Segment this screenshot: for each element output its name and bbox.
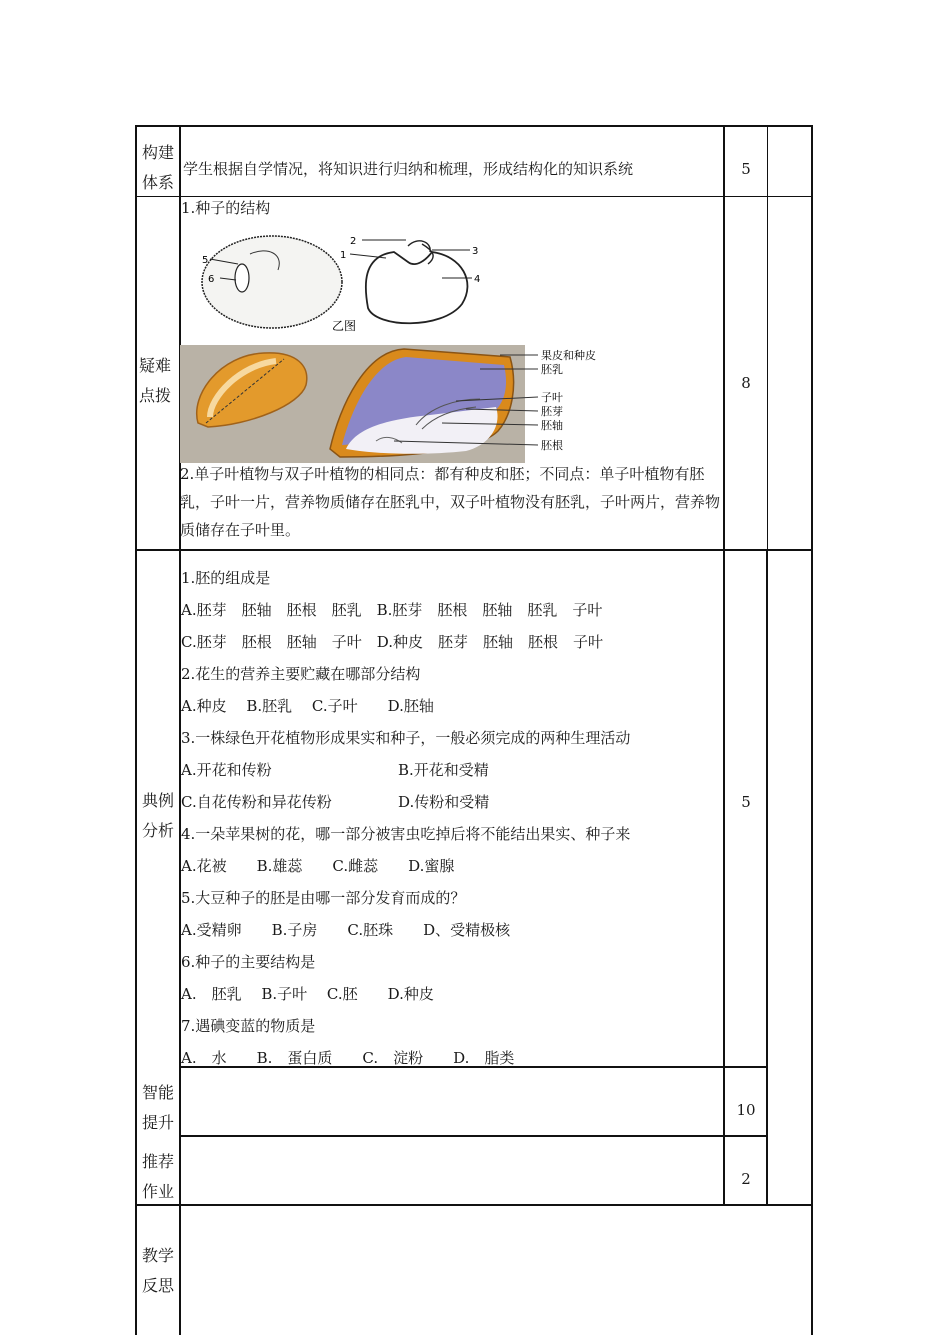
structure-minutes: 5 (741, 160, 751, 178)
question-7: 7.遇碘变蓝的物质是 (181, 1017, 316, 1035)
row-label-homework: 推荐 作业 (141, 1152, 174, 1201)
row-divider-4 (179, 1135, 767, 1137)
examples-minutes: 5 (741, 793, 751, 811)
question-6: 6.种子的主要结构是 (181, 953, 316, 971)
table-border-left (135, 125, 137, 1335)
row-label-examples: 典例 分析 (141, 791, 174, 840)
corn-label-pericarp: 果皮和种皮 (541, 349, 596, 362)
bean-label-2: 2 (350, 236, 357, 247)
question-3-option-a: A.开花和传粉 (181, 761, 272, 779)
bean-embryo-outline (366, 252, 468, 323)
homework-minutes: 2 (741, 1170, 751, 1188)
monocot-dicot-comparison: 2.单子叶植物与双子叶植物的相同点：都有种皮和胚；不同点：单子叶植物有胚乳，子叶一片，营养物质储存在胚乳中，双子叶植物没有胚乳，子叶两片，营养物质储存在子叶里。 (180, 465, 721, 539)
bean-seed-hilum (235, 264, 249, 292)
content-column-divider (723, 125, 725, 1205)
bean-seed-outer (202, 236, 342, 328)
question-1: 1.胚的组成是 (181, 569, 271, 587)
question-4: 4.一朵苹果树的花，哪一部分被害虫吃掉后将不能结出果实、种子来 (181, 825, 631, 843)
row-divider-5 (135, 1204, 813, 1206)
row-label-key-points: 疑难 点拨 (138, 356, 171, 405)
question-3: 3.一株绿色开花植物形成果实和种子，一般必须完成的两种生理活动 (181, 729, 631, 747)
question-5-options: A.受精卵 B.子房 C.胚珠 D、受精极核 (181, 921, 511, 939)
question-3-option-c: C.自花传粉和异花传粉 (181, 793, 332, 811)
corn-label-plumule: 胚芽 (541, 405, 563, 418)
question-4-options: A.花被 B.雄蕊 C.雌蕊 D.蜜腺 (181, 857, 455, 875)
row-label-reflection: 教学 反思 (141, 1246, 174, 1295)
minutes-column-divider-upper (767, 125, 768, 550)
row-label-structure: 构建 体系 (141, 143, 174, 192)
corn-label-endosperm: 胚乳 (541, 363, 563, 376)
question-2: 2.花生的营养主要贮藏在哪部分结构 (181, 665, 421, 683)
seed-structure-heading: 1.种子的结构 (181, 199, 271, 217)
question-3-option-d: D.传粉和受精 (398, 793, 490, 811)
row-label-improve: 智能 提升 (141, 1083, 174, 1132)
question-1-options-a: A.胚芽 胚轴 胚根 胚乳 B.胚芽 胚根 胚轴 胚乳 子叶 (181, 601, 603, 619)
bean-label-1: 1 (340, 250, 347, 261)
question-6-options: A. 胚乳 B.子叶 C.胚 D.种皮 (181, 985, 434, 1003)
bean-label-3: 3 (472, 246, 479, 257)
table-border-top (135, 125, 813, 127)
table-border-right (811, 125, 813, 1335)
improve-minutes: 10 (736, 1101, 756, 1119)
key-points-minutes: 8 (741, 374, 751, 392)
bean-seed-diagram (180, 226, 500, 334)
corn-label-cotyledon: 子叶 (541, 391, 563, 404)
row-divider-2 (135, 549, 813, 551)
bean-label-6: 6 (208, 274, 215, 285)
question-7-options: A. 水 B. 蛋白质 C. 淀粉 D. 脂类 (181, 1049, 515, 1067)
question-5: 5.大豆种子的胚是由哪一部分发育而成的？ (181, 889, 466, 907)
question-2-options: A.种皮 B.胚乳 C.子叶 D.胚轴 (181, 697, 434, 715)
question-1-options-b: C.胚芽 胚根 胚轴 子叶 D.种皮 胚芽 胚轴 胚根 子叶 (181, 633, 603, 651)
corn-label-hypocotyl: 胚轴 (541, 419, 563, 432)
structure-content: 学生根据自学情况，将知识进行归纳和梳理，形成结构化的知识系统 (183, 160, 634, 178)
bean-diagram-caption: 乙图 (332, 319, 357, 333)
bean-label-5: 5 (202, 255, 209, 266)
corn-seed-diagram (180, 345, 625, 463)
row-divider-1 (135, 196, 813, 197)
corn-label-radicle: 胚根 (541, 439, 563, 452)
bean-label-4: 4 (474, 274, 481, 285)
question-3-option-b: B.开花和受精 (398, 761, 489, 779)
